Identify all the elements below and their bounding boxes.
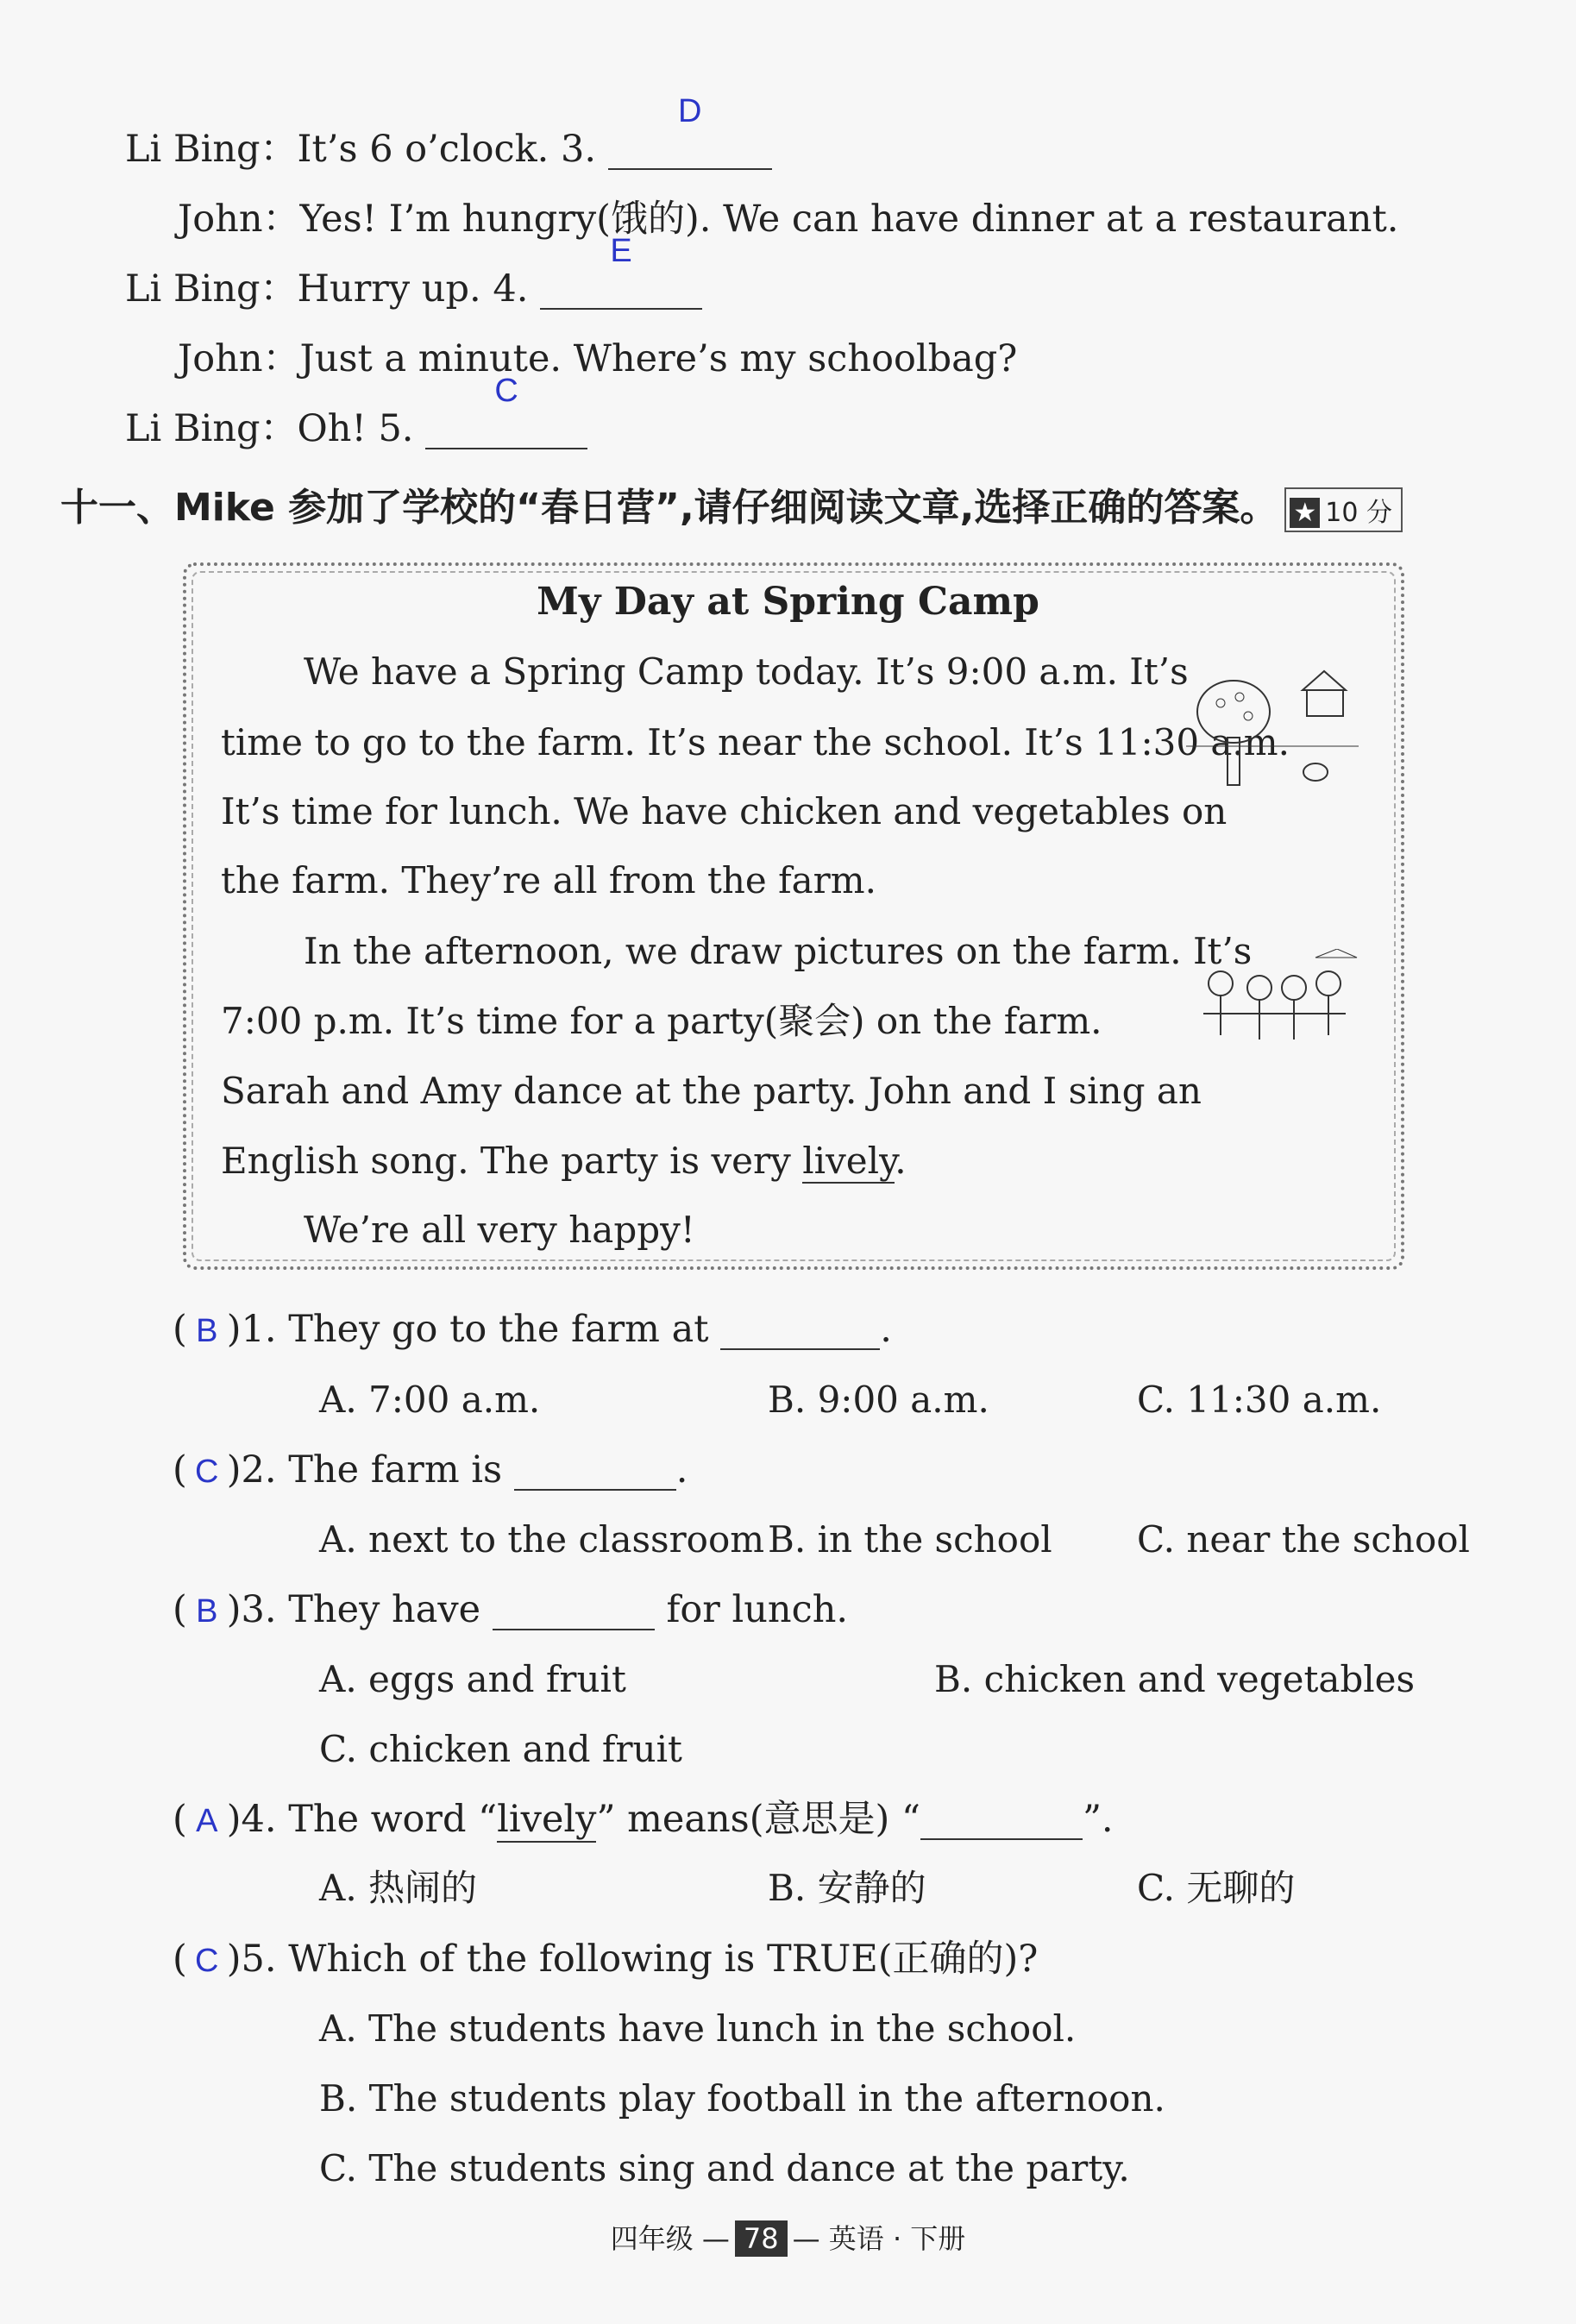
page-number: 78 [735,2220,788,2257]
passage-line: 7:00 p.m. It’s time for a party(聚会) on the farm. [221,1000,1102,1042]
question-5: ( C )5. Which of the following is TRUE(正确的)? [173,1938,1039,1981]
blank-q3 [493,1592,655,1630]
answer-q3[interactable]: B [196,1593,218,1630]
option[interactable]: B. The students play football in the afternoon. [319,2077,1165,2120]
children-party-illustration [1186,949,1359,1061]
option[interactable]: B. in the school [768,1518,1052,1561]
section-heading: 十一、Mike 参加了学校的“春日营”,请仔细阅读文章,选择正确的答案。 ★ 10 分 [60,476,1403,532]
passage-line: We’re all very happy! [304,1209,695,1251]
passage-line: time to go to the farm. It’s near the school. It’s 11:30 a.m. [221,721,1290,763]
question-1: ( B )1. They go to the farm at . [173,1308,892,1351]
star-icon: ★ [1290,498,1320,528]
passage-title: My Day at Spring Camp [537,580,1039,624]
option[interactable]: A. next to the classroom [319,1518,765,1561]
option[interactable]: C. 11:30 a.m. [1137,1379,1382,1421]
answer-4: E [610,233,632,269]
page-footer: 四年级 — 78 — 英语 · 下册 [610,2222,966,2255]
answer-5: C [494,373,518,409]
option[interactable]: B. chicken and vegetables [934,1658,1416,1700]
answer-q1[interactable]: B [196,1313,218,1349]
dialogue-line-1: Li Bing：It’s 6 o’clock. 3. D [125,131,772,170]
dialogue-line-5: Li Bing：Oh! 5. C [125,411,587,449]
question-3: ( B )3. They have for lunch. [173,1588,849,1631]
answer-q2[interactable]: C [195,1454,219,1490]
blank-q4 [920,1801,1083,1840]
passage-line: It’s time for lunch. We have chicken and vegetables on [221,790,1228,832]
blank-q1 [720,1311,880,1350]
option[interactable]: A. 7:00 a.m. [319,1379,541,1421]
passage-line: the farm. They’re all from the farm. [221,859,876,901]
option[interactable]: B. 9:00 a.m. [768,1379,989,1421]
option[interactable]: C. near the school [1137,1518,1470,1561]
score-badge: ★ 10 分 [1284,487,1403,532]
passage-line: In the afternoon, we draw pictures on the farm. It’s [304,930,1253,972]
answer-3: D [677,93,702,129]
question-4: ( A )4. The word “lively” means(意思是) “ ”. [173,1798,1114,1841]
option[interactable]: A. The students have lunch in the school. [319,2007,1077,2050]
option[interactable]: C. 无聊的 [1137,1867,1296,1909]
dialogue-line-4: John：Just a minute. Where’s my schoolbag? [178,337,1018,380]
option[interactable]: A. 热闹的 [319,1867,478,1909]
answer-q5[interactable]: C [195,1943,219,1979]
farm-tree-illustration [1186,664,1359,794]
passage-line: English song. The party is very lively. [221,1140,907,1182]
passage-line: Sarah and Amy dance at the party. John and I sing an [221,1070,1202,1112]
option[interactable]: B. 安静的 [768,1867,926,1909]
question-2: ( C )2. The farm is . [173,1448,688,1492]
option[interactable]: A. eggs and fruit [319,1658,626,1700]
dialogue-line-3: Li Bing：Hurry up. 4. E [125,271,702,310]
blank-q2 [514,1452,676,1491]
answer-q4[interactable]: A [196,1803,218,1839]
passage-line: We have a Spring Camp today. It’s 9:00 a.m. It’s [304,650,1189,693]
answer-blank-3[interactable] [608,93,772,170]
option[interactable]: C. The students sing and dance at the party. [319,2147,1130,2189]
answer-blank-5[interactable] [425,373,587,449]
answer-blank-4[interactable] [540,233,702,310]
option[interactable]: C. chicken and fruit [319,1728,682,1770]
dialogue-line-2: John：Yes! I’m hungry(饿的). We can have dinner at a restaurant. [178,198,1399,241]
